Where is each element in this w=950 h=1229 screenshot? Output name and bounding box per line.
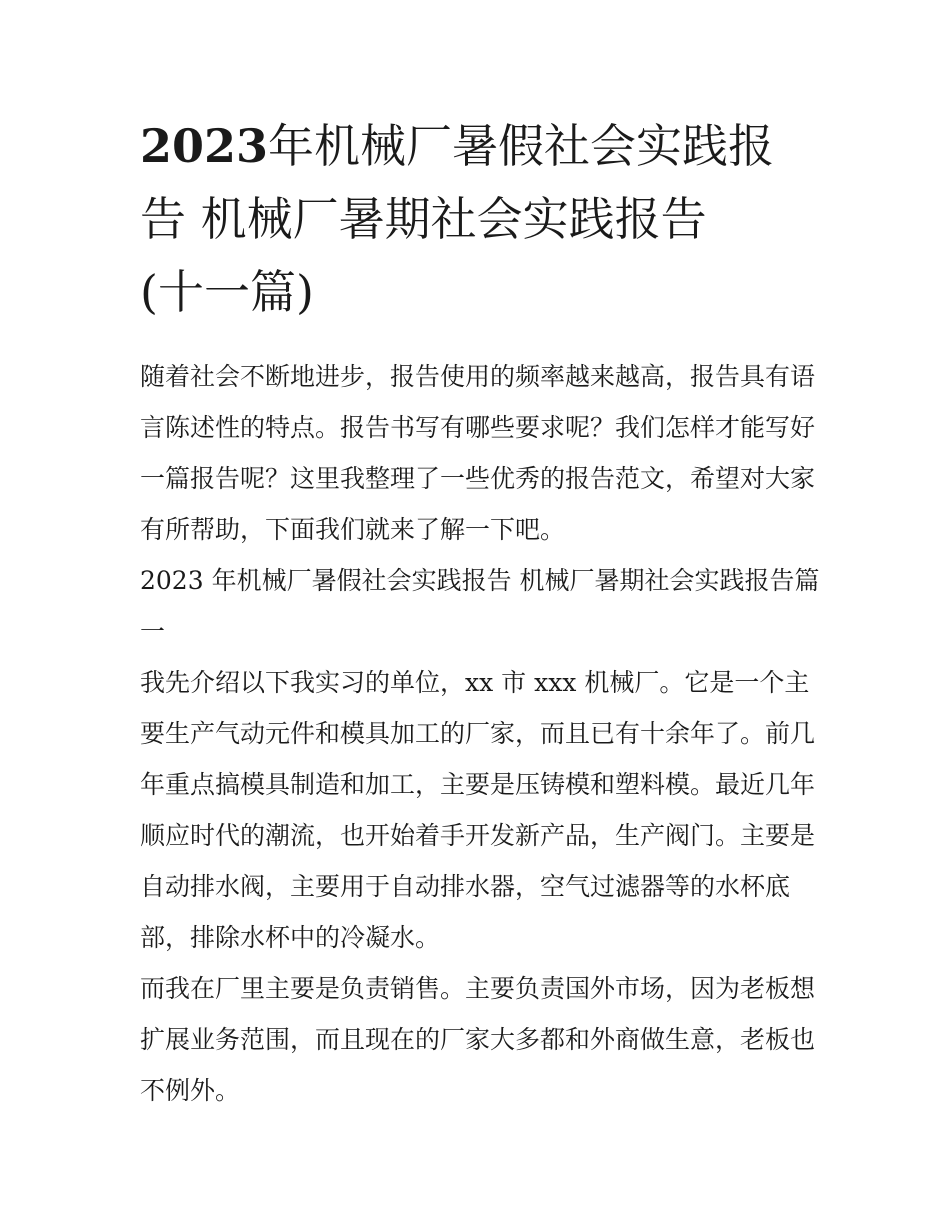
paragraph-line: 要生产气动元件和模具加工的厂家，而且已有十余年了。前几 (140, 719, 816, 748)
title-line: 告 机械厂暑期社会实践报告 (140, 192, 707, 246)
paragraph-line: 随着社会不断地进步，报告使用的频率越来越高，报告具有语 (140, 362, 816, 391)
section-heading (140, 555, 820, 657)
paragraph-line: 年重点搞模具制造和加工，主要是压铸模和塑料模。最近几年 (140, 770, 816, 799)
paragraph-line: 自动排水阀，主要用于自动排水器，空气过滤器等的水杯底 (140, 872, 791, 901)
document-page (140, 110, 820, 1116)
title-line: (十一篇) (140, 265, 314, 319)
paragraph-line: 顺应时代的潮流，也开始着手开发新产品，生产阀门。主要是 (140, 821, 816, 850)
section-heading-line: 一 (140, 617, 166, 646)
paragraph-line: 一篇报告呢？这里我整理了一些优秀的报告范文，希望对大家 (140, 464, 816, 493)
body-paragraph (140, 657, 816, 963)
paragraph-line: 不例外。 (140, 1076, 241, 1105)
section-heading-line: 2023 年机械厂暑假社会实践报告 机械厂暑期社会实践报告篇 (140, 566, 820, 595)
paragraph-line: 而我在厂里主要是负责销售。主要负责国外市场，因为老板想 (140, 974, 816, 1003)
paragraph-line: 言陈述性的特点。报告书写有哪些要求呢？我们怎样才能写好 (140, 413, 816, 442)
paragraph-line: 扩展业务范围，而且现在的厂家大多都和外商做生意，老板也 (140, 1025, 816, 1054)
body-paragraph (140, 963, 816, 1116)
title-text: 年机械厂暑假社会实践报 (268, 119, 775, 173)
intro-paragraph (140, 351, 816, 555)
document-title (140, 110, 812, 329)
paragraph-line: 有所帮助，下面我们就来了解一下吧。 (140, 515, 566, 544)
paragraph-line: 部，排除水杯中的冷凝水。 (140, 923, 441, 952)
paragraph-line: 我先介绍以下我实习的单位，xx 市 xxx 机械厂。它是一个主 (140, 668, 810, 697)
title-year: 2023 (140, 119, 269, 173)
title-line (140, 110, 812, 183)
